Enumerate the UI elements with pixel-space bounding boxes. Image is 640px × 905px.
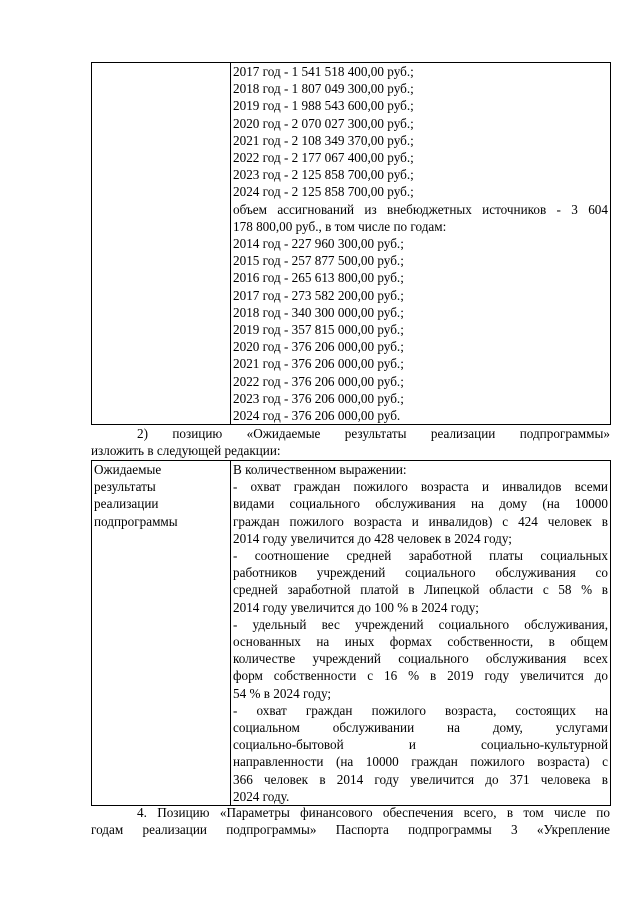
text-line: средней заработной платой в Липецкой области с 58 % в — [233, 582, 608, 598]
text-line: - удельный вес учреждений социального обслуживания, — [233, 616, 608, 632]
paragraph-item-2 — [91, 425, 610, 459]
table-cell-results — [231, 461, 611, 806]
text-line: 2024 году. — [233, 788, 290, 804]
text-line: социально-бытовой и социально-культурной — [233, 737, 608, 753]
text-line: 2017 год - 273 582 200,00 руб.; — [233, 287, 404, 303]
word: реализации — [430, 426, 496, 441]
text-line: 2015 год - 257 877 500,00 руб.; — [233, 253, 404, 269]
text-line: - соотношение средней заработной платы социальных — [233, 548, 608, 564]
text-line: результаты — [94, 479, 156, 495]
text-line: социальном обслуживании на дому, услугами — [233, 720, 608, 736]
text-line: работников учреждений социального обслуживания со — [233, 565, 608, 581]
text-line: 2022 год - 376 206 000,00 руб.; — [233, 373, 404, 389]
text-line: 2021 год - 2 108 349 370,00 руб.; — [233, 132, 414, 148]
word: «Параметры — [219, 805, 290, 820]
text-line: 2014 году увеличится до 100 % в 2024 году; — [233, 599, 479, 615]
text-line: 54 % в 2024 году; — [233, 685, 332, 701]
word: «Ожидаемые — [246, 426, 321, 441]
word: «Укрепление — [536, 822, 610, 838]
text-line: - охват граждан пожилого возраста, состоящих на — [233, 702, 608, 718]
word: 4. — [137, 805, 147, 820]
expected-results-table — [91, 460, 611, 806]
word: результаты — [344, 426, 407, 441]
financing-table — [91, 62, 611, 425]
word: по — [596, 805, 610, 820]
text-line: 2017 год - 1 541 518 400,00 руб.; — [233, 64, 414, 79]
text-line: 2019 год - 357 815 000,00 руб.; — [233, 322, 404, 338]
word: числе — [553, 805, 586, 820]
word: годам — [91, 822, 124, 838]
text-line: основанных на иных формах собственности, в общем — [233, 634, 608, 650]
word: том — [523, 805, 544, 820]
word: Паспорта — [335, 822, 389, 838]
paragraph-line — [91, 425, 610, 442]
text-line: 2021 год - 376 206 000,00 руб.; — [233, 356, 404, 372]
word: в — [506, 805, 514, 820]
table-cell-label — [92, 63, 231, 425]
text-line: 178 800,00 руб., в том числе по годам: — [233, 218, 447, 234]
text-line: объем ассигнований из внебюджетных источников - 3 604 — [233, 201, 608, 217]
word: обеспечения — [382, 805, 454, 820]
paragraph-line: изложить в следующей редакции: — [91, 443, 281, 459]
text-line: подпрограммы — [94, 513, 178, 529]
text-line: - охват граждан пожилого возраста и инвалидов всеми — [233, 479, 608, 495]
table-row — [92, 461, 611, 806]
text-line: 2014 год - 227 960 300,00 руб.; — [233, 236, 404, 252]
word: подпрограммы — [408, 822, 492, 838]
text-line: 2018 год - 1 807 049 300,00 руб.; — [233, 81, 414, 97]
text-line: Ожидаемые — [94, 462, 162, 477]
text-line: 2022 год - 2 177 067 400,00 руб.; — [233, 150, 414, 166]
text-line: 2023 год - 376 206 000,00 руб.; — [233, 390, 404, 406]
text-line: 366 человек в 2014 году увеличится до 371 человека в — [233, 771, 608, 787]
text-line: форм собственности с 16 % в 2019 году увеличится до — [233, 668, 608, 684]
paragraph-item-4 — [91, 804, 610, 838]
table-cell-label — [92, 461, 231, 806]
text-line: 2020 год - 2 070 027 300,00 руб.; — [233, 115, 414, 131]
table-row — [92, 63, 611, 425]
text-line: 2016 год - 265 613 800,00 руб.; — [233, 270, 404, 286]
word: реализации — [142, 822, 207, 838]
text-line: 2014 году увеличится до 428 человек в 2024 году; — [233, 530, 512, 546]
word: подпрограммы» — [519, 426, 610, 441]
word: позицию — [172, 426, 223, 441]
text-line: граждан пожилого возраста и инвалидов) с 424 человек в — [233, 513, 608, 529]
word: 3 — [511, 822, 518, 838]
word: подпрограммы» — [226, 822, 317, 838]
paragraph-line — [91, 804, 610, 821]
text-line: видами социального обслуживания на дому (на 10000 — [233, 496, 608, 512]
word: финансового — [300, 805, 373, 820]
text-line: 2024 год - 376 206 000,00 руб. — [233, 408, 401, 424]
text-line: 2018 год - 340 300 000,00 руб.; — [233, 304, 404, 320]
text-line: 2020 год - 376 206 000,00 руб.; — [233, 339, 404, 355]
text-line: реализации — [94, 496, 159, 512]
word: Позицию — [157, 805, 210, 820]
paragraph-line — [91, 821, 610, 838]
text-line: 2024 год - 2 125 858 700,00 руб.; — [233, 184, 414, 200]
text-line: направленности (на 10000 граждан пожилого возраста) с — [233, 754, 608, 770]
text-line: количестве учреждений социального обслуживания всех — [233, 651, 608, 667]
word: 2) — [137, 426, 148, 441]
text-line: 2019 год - 1 988 543 600,00 руб.; — [233, 98, 414, 114]
text-line: 2023 год - 2 125 858 700,00 руб.; — [233, 167, 414, 183]
table-cell-amounts — [231, 63, 611, 425]
word: всего, — [463, 805, 497, 820]
text-line: В количественном выражении: — [233, 462, 407, 477]
